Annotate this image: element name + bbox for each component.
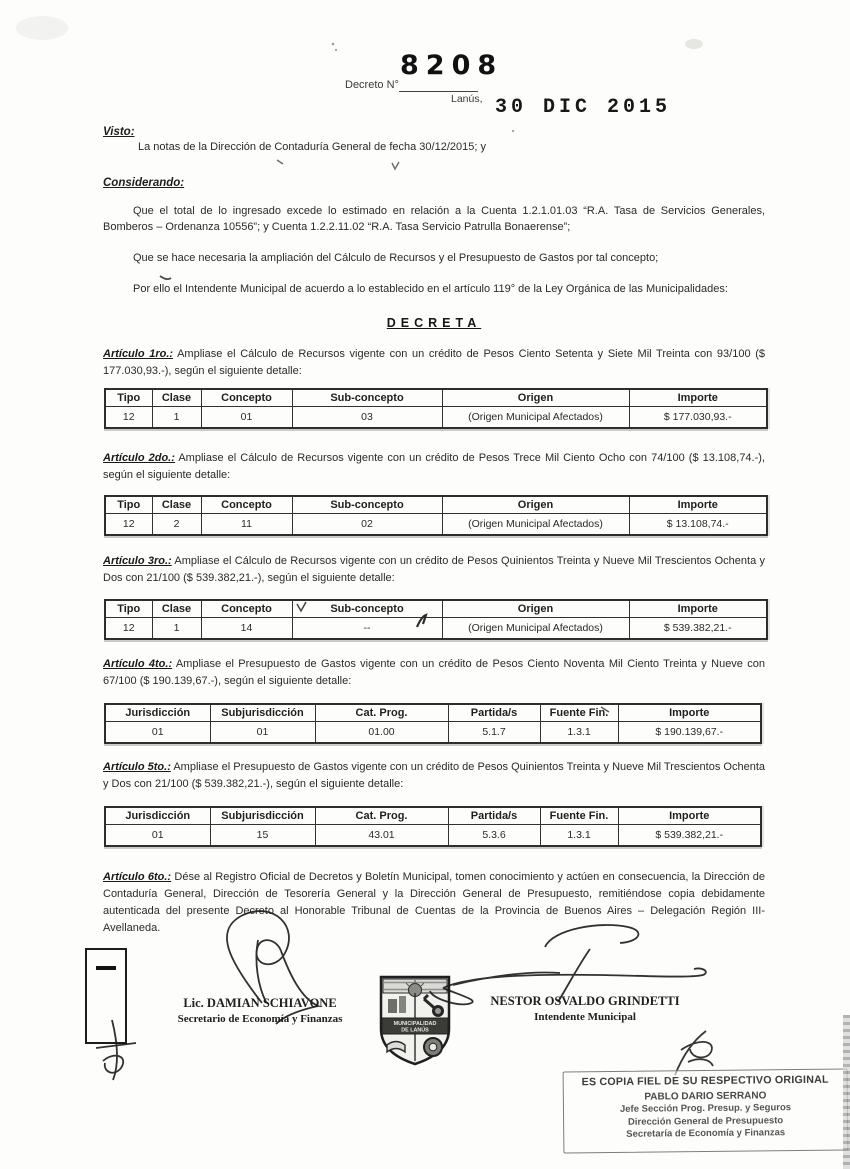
- stamp-title-line: Secretaría de Economía y Finanzas: [626, 1127, 786, 1140]
- margin-checkbox-dash: [96, 966, 116, 970]
- table-cell: 2: [152, 514, 201, 536]
- column-header: Clase: [152, 389, 201, 407]
- column-header: Fuente Fin.: [540, 807, 618, 825]
- column-header: Sub-concepto: [292, 389, 442, 407]
- article-1: [103, 346, 765, 380]
- decree-number-label: Decreto N°: [345, 79, 399, 91]
- scan-smudge: [685, 39, 703, 49]
- column-header: Tipo: [105, 496, 152, 514]
- article-5-text: Ampliase el Presupuesto de Gastos vigente con un crédito de Pesos Quinientos Treinta y Nueve Mil Trescientos Ochenta y Dos con 21/100 ($ 539.382,21.-), según el siguiente detalle:: [103, 761, 765, 790]
- considerando-heading: Considerando:: [103, 177, 185, 189]
- column-header: Clase: [152, 496, 201, 514]
- table-cell: 01.00: [315, 722, 448, 744]
- table-cell: 03: [292, 407, 442, 429]
- table-cell: 12: [105, 407, 152, 429]
- considerando-paragraph-1: Que el total de lo ingresado excede lo estimado en relación a la Cuenta 1.2.1.01.03 “R.A. Tasa de Servicios Generales, Bomberos – Ordenanza 10556”; y Cuenta 1.2.2.11.02 “R.A. Tasa Servicio Patrulla Bonaerense”;: [103, 205, 765, 233]
- column-header: Subjurisdicción: [210, 807, 315, 825]
- table-cell: (Origen Municipal Afectados): [442, 514, 629, 536]
- article-5-label: Artículo 5to.:: [103, 761, 171, 773]
- visto-body: La notas de la Dirección de Contaduría General de fecha 30/12/2015; y: [138, 141, 486, 153]
- table-row: [105, 722, 761, 744]
- table-cell: 02: [292, 514, 442, 536]
- column-header: Fuente Fin.: [540, 704, 618, 722]
- visto-heading: Visto:: [103, 126, 135, 138]
- table-header-row: [105, 704, 761, 722]
- table-cell: 11: [201, 514, 292, 536]
- article-4-label: Artículo 4to.:: [103, 658, 173, 670]
- table-cell: 15: [210, 825, 315, 847]
- column-header: Importe: [629, 600, 767, 618]
- column-header: Concepto: [201, 389, 292, 407]
- signature-block-schiavone: [150, 996, 370, 1025]
- column-header: Jurisdicción: [105, 704, 210, 722]
- column-header: Origen: [442, 496, 629, 514]
- article-2: [103, 450, 765, 484]
- table-cell: 5.1.7: [448, 722, 540, 744]
- scan-smudge: [16, 16, 68, 40]
- stamp-title-line: Jefe Sección Prog. Presup. y Seguros: [619, 1102, 792, 1115]
- article-2-text: Ampliase el Cálculo de Recursos vigente con un crédito de Pesos Trece Mil Ciento Ocho con 74/100 ($ 13.108,74.-), según el siguiente detalle:: [103, 452, 765, 481]
- table-cell: --: [292, 618, 442, 640]
- table-cell: 01: [105, 825, 210, 847]
- table-article-4: [104, 703, 762, 744]
- column-header: Sub-concepto: [292, 496, 442, 514]
- column-header: Jurisdicción: [105, 807, 210, 825]
- table-cell: 1.3.1: [540, 722, 618, 744]
- date-stamp: 30 DIC 2015: [495, 96, 672, 119]
- decree-number-stamp: 8208: [400, 50, 504, 81]
- considerando-paragraph-2: Que se hace necesaria la ampliación del Cálculo de Recursos y el Presupuesto de Gastos por tal concepto;: [133, 252, 659, 264]
- table-cell: 01: [210, 722, 315, 744]
- column-header: Origen: [442, 389, 629, 407]
- article-4-text: Ampliase el Presupuesto de Gastos vigente con un crédito de Pesos Ciento Noventa Mil Ciento Treinta y Nueve con 67/100 ($ 190.139,67.-), según el siguiente detalle:: [103, 658, 765, 687]
- signature-scrawl-initial: [675, 1031, 713, 1075]
- municipal-crest-icon: [377, 971, 453, 1067]
- article-6: [103, 869, 765, 937]
- table-row: [105, 514, 767, 536]
- considerando-paragraph-3: Por ello el Intendente Municipal de acuerdo a lo establecido en el artículo 119° de la Ley Orgánica de las Municipalidades:: [133, 283, 728, 295]
- column-header: Concepto: [201, 600, 292, 618]
- column-header: Importe: [618, 807, 761, 825]
- column-header: Tipo: [105, 600, 152, 618]
- column-header: Partida/s: [448, 704, 540, 722]
- column-header: Tipo: [105, 389, 152, 407]
- column-header: Partida/s: [448, 807, 540, 825]
- signature-block-grindetti: [475, 994, 695, 1023]
- column-header: Sub-concepto: [292, 600, 442, 618]
- table-cell: 1.3.1: [540, 825, 618, 847]
- table-article-1: [104, 388, 768, 429]
- article-5: [103, 759, 765, 793]
- column-header: Clase: [152, 600, 201, 618]
- signatory-name: Lic. DAMIAN SCHIAVONE: [183, 996, 337, 1010]
- column-header: Importe: [629, 496, 767, 514]
- table-cell: $ 539.382,21.-: [618, 825, 761, 847]
- table-header-row: [105, 807, 761, 825]
- table-row: [105, 825, 761, 847]
- table-article-2: [104, 495, 768, 536]
- table-article-3: [104, 599, 768, 640]
- city-label: Lanús,: [451, 93, 483, 105]
- article-3: [103, 553, 765, 587]
- table-cell: (Origen Municipal Afectados): [442, 618, 629, 640]
- table-row: [105, 407, 767, 429]
- pen-mark: [160, 276, 171, 279]
- table-cell: 12: [105, 618, 152, 640]
- table-row: [105, 618, 767, 640]
- signatory-title: Secretario de Economía y Finanzas: [177, 1013, 343, 1025]
- table-cell: 1: [152, 618, 201, 640]
- table-cell: $ 539.382,21.-: [629, 618, 767, 640]
- table-article-5: [104, 806, 762, 847]
- column-header: Importe: [629, 389, 767, 407]
- stamp-heading: ES COPIA FIEL DE SU RESPECTIVO ORIGINAL: [581, 1073, 829, 1089]
- table-cell: 12: [105, 514, 152, 536]
- table-cell: 14: [201, 618, 292, 640]
- column-header: Cat. Prog.: [315, 704, 448, 722]
- article-1-text: Ampliase el Cálculo de Recursos vigente con un crédito de Pesos Ciento Setenta y Siete Mil Treinta con 93/100 ($ 177.030,93.-), según el siguiente detalle:: [103, 348, 765, 377]
- copy-certification-stamp: [563, 1069, 849, 1154]
- table-cell: $ 177.030,93.-: [629, 407, 767, 429]
- article-2-label: Artículo 2do.:: [103, 452, 175, 464]
- svg-text:DE LANÚS: DE LANÚS: [401, 1027, 429, 1034]
- table-cell: 1: [152, 407, 201, 429]
- column-header: Concepto: [201, 496, 292, 514]
- svg-text:MUNICIPALIDAD: MUNICIPALIDAD: [393, 1021, 437, 1027]
- scan-edge-artifact: [843, 1015, 850, 1169]
- pen-mark: [277, 160, 399, 169]
- article-4: [103, 656, 765, 690]
- stamp-name: PABLO DARIO SERRANO: [644, 1090, 767, 1103]
- signatory-title: Intendente Municipal: [534, 1011, 636, 1023]
- column-header: Cat. Prog.: [315, 807, 448, 825]
- table-cell: 01: [201, 407, 292, 429]
- column-header: Origen: [442, 600, 629, 618]
- signatory-name: NESTOR OSVALDO GRINDETTI: [490, 994, 680, 1008]
- column-header: Importe: [618, 704, 761, 722]
- article-3-text: Ampliase el Cálculo de Recursos vigente con un crédito de Pesos Quinientos Treinta y Nueve Mil Trescientos Ochenta y Dos con 21/100 ($ 539.382,21.-), según el siguiente detalle:: [103, 555, 765, 584]
- table-cell: 5.3.6: [448, 825, 540, 847]
- table-cell: 43.01: [315, 825, 448, 847]
- article-6-text: Dése al Registro Oficial de Decretos y Boletín Municipal, tomen conocimiento y actúen en consecuencia, la Dirección de Contaduría General, Dirección de Tesorería General y la Dirección General de Presupuesto, remitiéndose copia debidamente autenticada del presente Decreto al Honorable Tribunal de Cuentas de la Provincia de Buenos Aires – Delegación Región III- Avellaneda.: [103, 871, 765, 934]
- table-cell: $ 190.139,67.-: [618, 722, 761, 744]
- decree-number-underline: [399, 91, 478, 92]
- stamp-title-line: Dirección General de Presupuesto: [627, 1114, 784, 1128]
- table-header-row: [105, 600, 767, 618]
- margin-checkbox: [85, 948, 127, 1044]
- article-1-label: Artículo 1ro.:: [103, 348, 174, 360]
- table-header-row: [105, 389, 767, 407]
- decreta-heading: DECRETA: [386, 316, 482, 330]
- column-header: Subjurisdicción: [210, 704, 315, 722]
- table-cell: 01: [105, 722, 210, 744]
- article-3-label: Artículo 3ro.:: [103, 555, 172, 567]
- article-6-label: Artículo 6to.:: [103, 871, 172, 883]
- table-cell: $ 13.108,74.-: [629, 514, 767, 536]
- table-header-row: [105, 496, 767, 514]
- table-cell: (Origen Municipal Afectados): [442, 407, 629, 429]
